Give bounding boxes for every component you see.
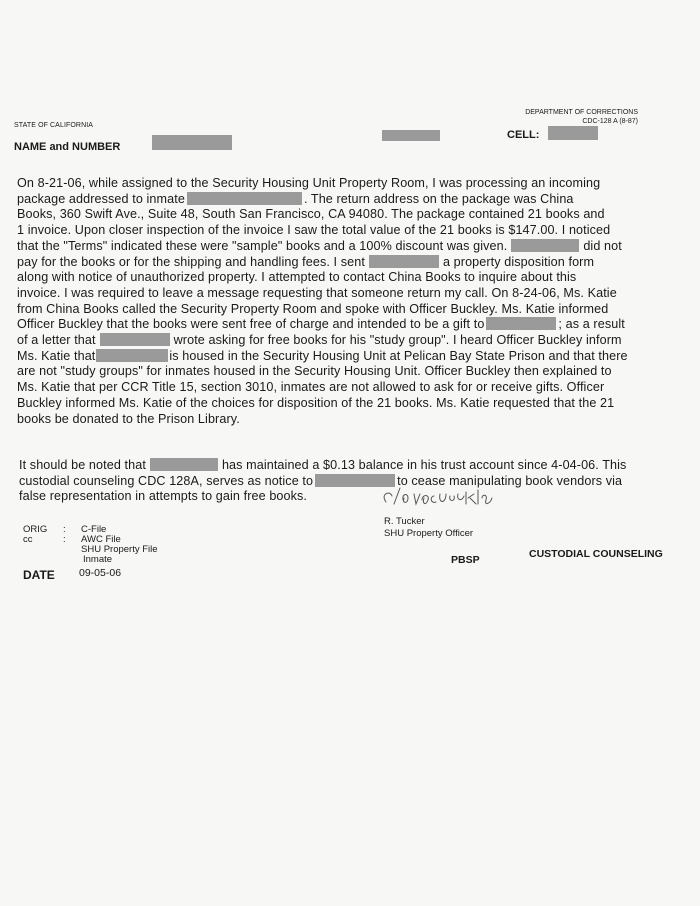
text-fragment: It should be noted that [19, 458, 146, 472]
text-line: along with notice of unauthorized property. I attempted to contact China Books to inquire about this [17, 270, 577, 285]
officer-name: R. Tucker [384, 516, 425, 527]
text-line [17, 255, 667, 271]
text-fragment: of a letter that [17, 333, 96, 348]
text-line: invoice. I was required to leave a message requesting that someone return my call. On 8-24-06, Ms. Katie [17, 285, 617, 300]
orig-label: ORIG [23, 524, 48, 535]
redaction-block [369, 255, 439, 268]
text-line [19, 474, 669, 490]
signature-block [384, 516, 473, 540]
facility-label: PBSP [451, 554, 480, 566]
redaction-block [96, 349, 168, 362]
handwritten-signature [378, 484, 513, 514]
distribution-item: AWC File [81, 534, 121, 545]
distribution-item: Inmate [83, 554, 113, 565]
name-number-label: NAME and NUMBER [14, 141, 121, 153]
text-line: Ms. Katie that per CCR Title 15, section 3010, inmates are not allowed to ask for or receive gifts. Officer [17, 380, 605, 395]
text-fragment: is housed in the Security Housing Unit at Pelican Bay State Prison and that there [169, 348, 628, 363]
redaction-block [187, 192, 302, 205]
redaction-block [548, 126, 598, 140]
cc-label: cc [23, 534, 33, 545]
text-fragment: pay for the books or for the shipping and handling fees. I sent [17, 254, 365, 269]
text-line: 1 invoice. Upon closer inspection of the invoice I saw the total value of the 21 books is $147.00. I noticed [17, 223, 611, 238]
redaction-block [150, 458, 218, 471]
form-title: CUSTODIAL COUNSELING [529, 548, 663, 560]
text-fragment: Ms. Katie that [17, 348, 96, 363]
distribution-item: SHU Property File [81, 544, 158, 555]
text-line [17, 349, 667, 365]
text-line [19, 458, 669, 474]
text-line: Buckley informed Ms. Katie of the choices for disposition of the 21 books. Ms. Katie requested that the 21 [17, 395, 615, 410]
date-label: DATE [23, 568, 55, 582]
distribution-colons [63, 525, 66, 545]
text-fragment: custodial counseling CDC 128A, serves as notice to [19, 473, 314, 488]
redaction-block [152, 135, 232, 150]
text-fragment: that the "Terms" indicated these were "sample" books and a 100% discount was given. [17, 238, 508, 253]
text-line: are not "study groups" for inmates housed in the Security Housing Unit. Officer Buckley then explained to [17, 364, 612, 379]
text-line [17, 333, 667, 349]
redaction-block [100, 333, 170, 346]
distribution-list [81, 525, 158, 565]
text-fragment: a property disposition form [442, 254, 595, 269]
redaction-block [382, 130, 440, 141]
department-label: DEPARTMENT OF CORRECTIONS [525, 109, 638, 116]
redaction-block [486, 317, 556, 330]
colon: : [63, 524, 66, 535]
narrative-paragraph-1 [17, 176, 667, 427]
text-fragment: Officer Buckley that the books were sent free of charge and intended to be a gift to [17, 317, 485, 332]
officer-title: SHU Property Officer [384, 528, 474, 539]
text-line: from China Books called the Security Property Room and spoke with Officer Buckley. Ms. Katie informed [17, 301, 609, 316]
form-number: CDC-128 A (8-87) [582, 118, 638, 125]
text-fragment: did not [583, 238, 622, 253]
narrative-paragraph-2 [19, 458, 669, 505]
text-fragment: to cease manipulating book vendors via [397, 473, 623, 488]
text-line: Books, 360 Swift Ave., Suite 48, South San Francisco, CA 94080. The package contained 21 books and [17, 207, 605, 222]
distribution-labels [23, 525, 47, 545]
text-line [17, 192, 667, 208]
text-fragment: has maintained a $0.13 balance in his trust account since 4-04-06. This [221, 458, 627, 472]
text-line: books be donated to the Prison Library. [17, 411, 240, 426]
text-line: false representation in attempts to gain free books. [19, 489, 308, 504]
text-fragment: package addressed to inmate [17, 191, 185, 206]
colon: : [63, 534, 66, 545]
form-header-right [525, 108, 638, 126]
text-line [17, 317, 667, 333]
cell-label: CELL: [507, 129, 540, 141]
text-fragment: . The return address on the package was China [303, 191, 574, 206]
distribution-item: C-File [81, 524, 107, 535]
text-fragment: wrote asking for free books for his "study group". I heard Officer Buckley inform [173, 333, 622, 348]
redaction-block [511, 239, 579, 252]
signature-scribble [378, 484, 513, 514]
date-value: 09-05-06 [79, 567, 122, 579]
text-line: On 8-21-06, while assigned to the Security Housing Unit Property Room, I was processing an incoming [17, 176, 601, 190]
text-fragment: ; as a result [558, 317, 625, 332]
state-label: STATE OF CALIFORNIA [14, 122, 94, 129]
text-line [17, 239, 667, 255]
